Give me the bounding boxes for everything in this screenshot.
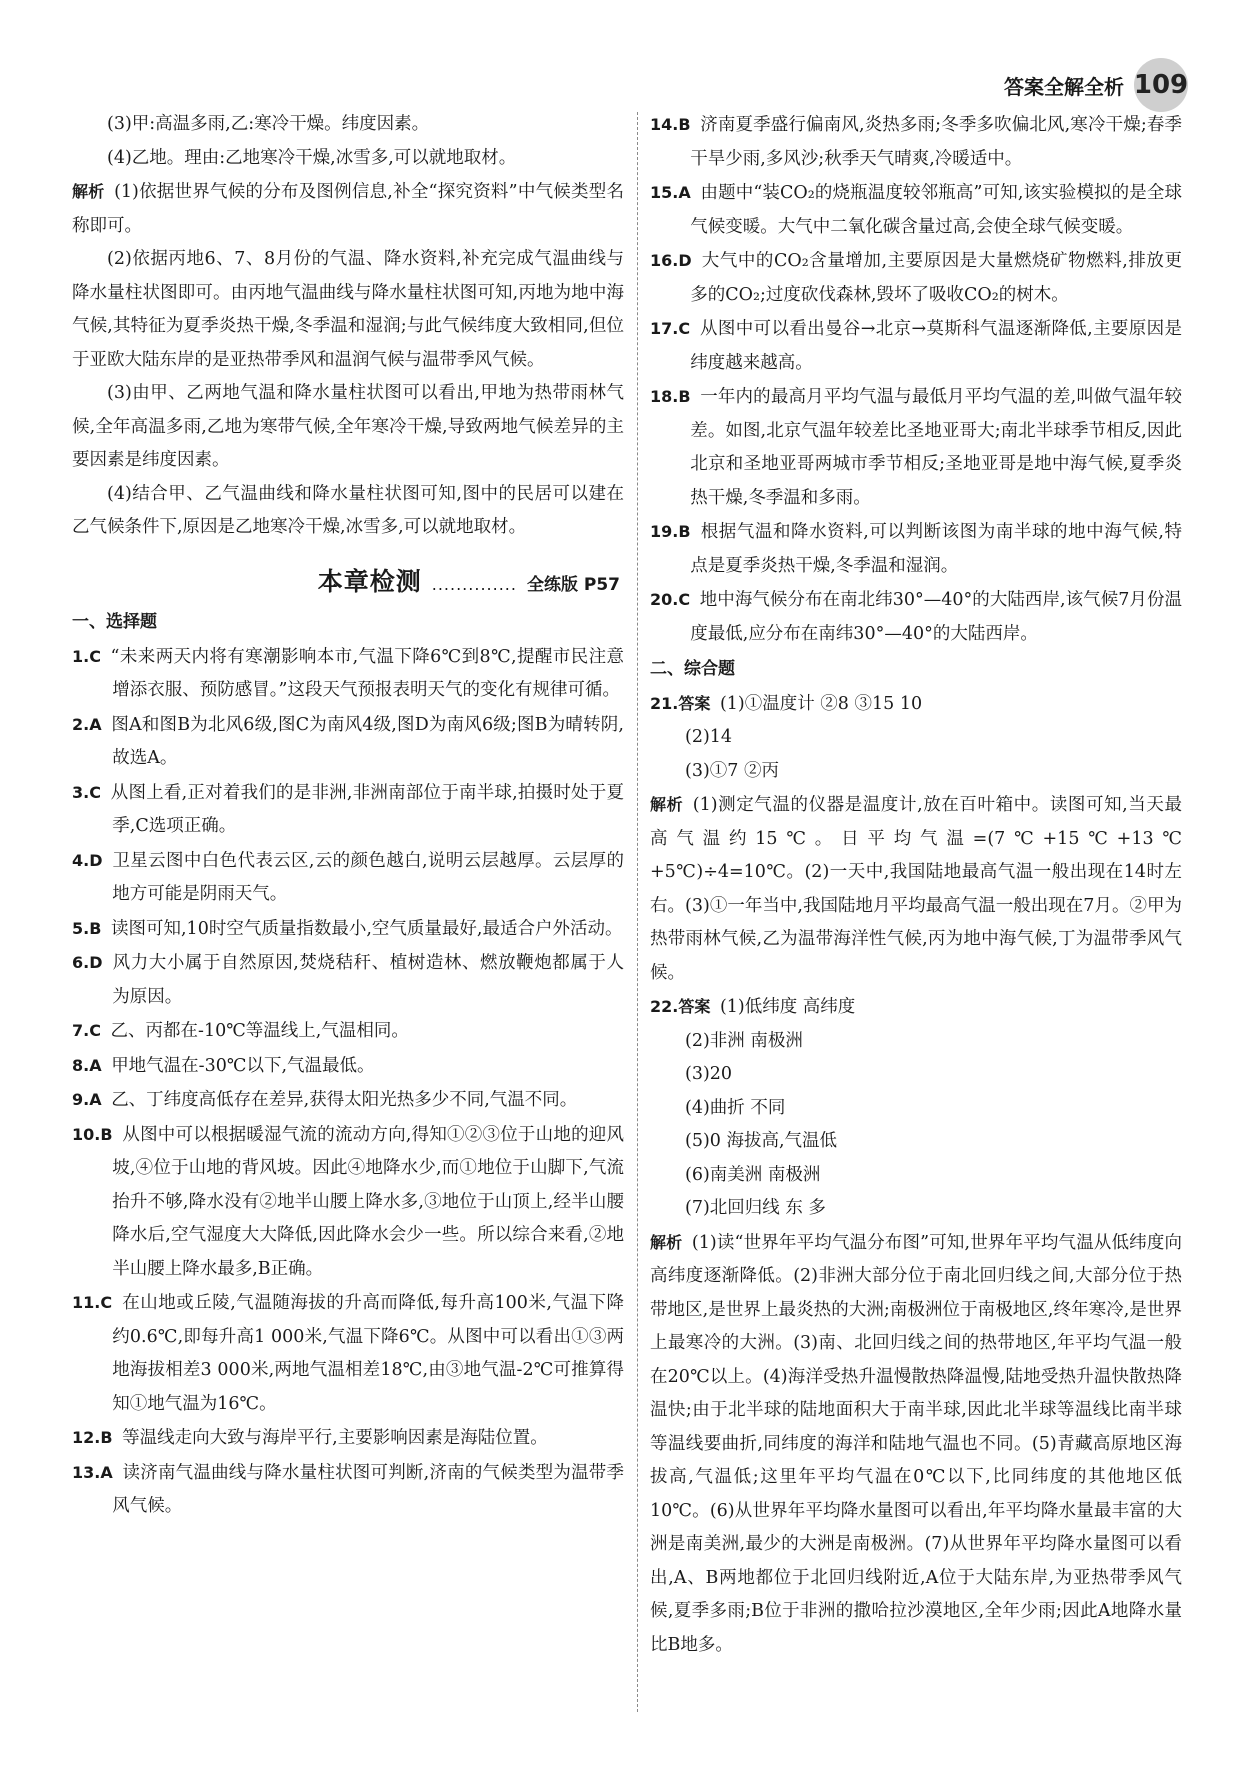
question-label: 7.C	[72, 1021, 101, 1040]
question-label: 22.答案	[650, 997, 711, 1016]
choice-answer-item	[72, 912, 624, 947]
question-label: 15.A	[650, 183, 691, 202]
choice-answers	[72, 640, 624, 1524]
answer-line: 21.答案 (1)①温度计 ②8 ③15 10	[650, 693, 923, 714]
answer-text: 读图可知,10时空气质量指数最小,空气质量最好,最适合户外活动。	[111, 918, 623, 939]
answer-text: 卫星云图中白色代表云区,云的颜色越白,说明云层越厚。云层厚的地方可能是阴雨天气。	[112, 850, 624, 904]
answer-line: (2)14	[685, 727, 733, 747]
answer-line: (3)20	[685, 1064, 733, 1084]
question-label: 3.C	[72, 782, 101, 802]
answer-text: 大气中的CO₂含量增加,主要原因是大量燃烧矿物燃料,排放更多的CO₂;过度砍伐森林,毁坏了吸收CO₂的树木。	[690, 251, 1182, 305]
choice-answer-item	[72, 1421, 624, 1456]
question-label: 19.B	[650, 522, 691, 541]
answer-text: 济南夏季盛行偏南风,炎热多雨;冬季多吹偏北风,寒冷干燥;春季干旱少雨,多风沙;秋季天气晴爽,冷暖适中。	[690, 115, 1182, 169]
question-label: 14.B	[650, 115, 691, 134]
choice-answer-item	[650, 108, 1182, 176]
answer-text: 地中海气候分布在南北纬30°—40°的大陆西岸,该气候7月份温度最低,应分布在南纬30°—40°的大陆西岸。	[690, 590, 1182, 644]
question-label: 13.A	[72, 1462, 113, 1482]
choice-answer-item	[650, 583, 1182, 651]
question-label: 6.D	[72, 953, 103, 972]
analysis-paragraph: 解析 (1)读“世界年平均气温分布图”可知,世界年平均气温从低纬度向高纬度逐渐降低。(2)非洲大部分位于南北回归线之间,大部分位于热带地区,是世界上最炎热的大洲;南极洲位于南极地区,终年寒冷,是世界上最寒冷的大洲。(3)南、北回归线之间的热带地区,年平均气温一般在20℃以上。(4)海洋受热升温慢散热降温慢,陆地受热升温快散热降温快;由于北半球的陆地面积大于南半球,因此北半球等温线比南半球等温线要曲折,同纬度的海洋和陆地气温也不同。(5)青藏高原地区海拔高,气温低;这里年平均气温在0℃以下,比同纬度的其他地区低10℃。(6)从世界年平均降水量图可以看出,年平均降水量最丰富的大洲是南美洲,最少的大洲是南极洲。(7)从世界年平均降水量图可以看出,A、B两地都位于北回归线附近,A位于大陆东岸,为亚热带季风气候,夏季多雨;B位于非洲的撒哈拉沙漠地区,全年少雨;因此A地降水量比B地多。	[650, 1232, 1182, 1655]
choice-answer-item	[72, 1286, 624, 1421]
answer-text: 读济南气温曲线与降水量柱状图可判断,济南的气候类型为温带季风气候。	[112, 1462, 624, 1516]
question-label: 17.C	[650, 319, 691, 338]
choice-answer-item	[72, 844, 624, 912]
answer-line: (2)非洲 南极洲	[685, 1030, 803, 1051]
page-number: 109	[1134, 58, 1188, 112]
analysis-paragraph: (3)由甲、乙两地气温和降水量柱状图可以看出,甲地为热带雨林气候,全年高温多雨,乙地为寒带气候,全年寒冷干燥,导致两地气候差异的主要因素是纬度因素。	[72, 383, 624, 470]
answer-line: (3)①7 ②丙	[685, 760, 779, 781]
section-heading: 二、综合题	[650, 659, 735, 679]
analysis-label: 解析	[72, 182, 105, 201]
left-column	[72, 108, 624, 1524]
answer-text: 甲地气温在-30℃以下,气温最低。	[111, 1055, 375, 1076]
choice-answer-item	[72, 640, 624, 708]
question-label: 1.C	[72, 646, 101, 666]
column-divider	[637, 112, 638, 1712]
question-label: 10.B	[72, 1124, 113, 1144]
answer-line: (4)乙地。理由:乙地寒冷干燥,冰雪多,可以就地取材。	[107, 147, 517, 168]
answer-text: 在山地或丘陵,气温随海拔的升高而降低,每升高100米,气温下降约0.6℃,即每升高1 000米,气温下降6℃。从图中可以看出①③两地海拔相差3 000米,两地气温相差18℃,由③地气温-2℃可推算得知①地气温为16℃。	[112, 1293, 624, 1414]
question-label: 5.B	[72, 918, 102, 938]
answer-line: (3)甲:高温多雨,乙:寒冷干燥。纬度因素。	[107, 114, 430, 134]
chapter-reference: 全练版 P57	[526, 574, 620, 595]
choice-answer-item	[650, 176, 1182, 244]
answer-text: 由题中“装CO₂的烧瓶温度较邻瓶高”可知,该实验模拟的是全球气候变暖。大气中二氧化碳含量过高,会使全球气候变暖。	[690, 183, 1182, 237]
choice-answer-item	[650, 312, 1182, 380]
question-label: 8.A	[72, 1055, 102, 1075]
choice-answer-item	[72, 1118, 624, 1287]
chapter-heading	[72, 565, 624, 603]
header-title: 答案全解全析	[1004, 74, 1124, 99]
answer-text: 一年内的最高月平均气温与最低月平均气温的差,叫做气温年较差。如图,北京气温年较差比圣地亚哥大;南北半球季节相反,因此北京和圣地亚哥两城市季节相反;圣地亚哥是地中海气候,夏季炎热干燥,冬季温和多雨。	[690, 387, 1182, 508]
choice-answer-item	[650, 244, 1182, 312]
chapter-title: 本章检测	[317, 566, 422, 596]
answer-text: 从图中可以根据暖湿气流的流动方向,得知①②③位于山地的迎风坡,④位于山地的背风坡。因此④地降水少,而①地位于山脚下,气流抬升不够,降水没有②地半山腰上降水多,③地位于山顶上,经半山腰降水后,空气湿度大大降低,因此降水会少一些。所以综合来看,②地半山腰上降水最多,B正确。	[112, 1124, 624, 1279]
choice-answer-item	[72, 1014, 624, 1049]
choice-answer-item	[72, 776, 624, 844]
answer-text: “未来两天内将有寒潮影响本市,气温下降6℃到8℃,提醒市民注意增添衣服、预防感冒。”这段天气预报表明天气的变化有规律可循。	[110, 646, 624, 700]
question-label: 2.A	[72, 714, 102, 734]
choice-answer-item	[650, 515, 1182, 583]
question-label: 16.D	[650, 251, 692, 270]
analysis-paragraph: (2)依据丙地6、7、8月份的气温、降水资料,补充完成气温曲线与降水量柱状图即可。由丙地气温曲线与降水量柱状图可知,丙地为地中海气候,其特征为夏季炎热干燥,冬季温和湿润;与此气候纬度大致相同,但位于亚欧大陆东岸的是亚热带季风和温润气候与温带季风气候。	[72, 249, 624, 370]
answer-line: (5)0 海拔高,气温低	[685, 1131, 838, 1151]
choice-answer-item	[72, 708, 624, 776]
answer-text: 风力大小属于自然原因,焚烧秸秆、植树造林、燃放鞭炮都属于人为原因。	[112, 953, 624, 1007]
choice-answer-item	[72, 946, 624, 1014]
answer-line: 22.答案 (1)低纬度 高纬度	[650, 997, 856, 1017]
answer-line: (4)曲折 不同	[685, 1097, 786, 1118]
analysis-paragraph: 解析 (1)依据世界气候的分布及图例信息,补全“探究资料”中气候类型名称即可。	[72, 182, 624, 236]
question-label: 11.C	[72, 1293, 113, 1312]
answer-text: 根据气温和降水资料,可以判断该图为南半球的地中海气候,特点是夏季炎热干燥,冬季温和湿润。	[690, 522, 1182, 576]
analysis-paragraph: 解析 (1)测定气温的仪器是温度计,放在百叶箱中。读图可知,当天最高气温约15℃。日平均气温=(7℃+15℃+13℃+5℃)÷4=10℃。(2)一天中,我国陆地最高气温一般出现在14时左右。(3)①一年当中,我国陆地月平均最高气温一般出现在7月。②甲为热带雨林气候,乙为温带海洋性气候,丙为地中海气候,丁为温带季风气候。	[650, 795, 1182, 983]
answer-line: (7)北回归线 东 多	[685, 1198, 826, 1218]
choice-answers	[650, 108, 1182, 651]
question-label: 20.C	[650, 590, 691, 609]
chapter-leader: ..............	[431, 574, 517, 594]
answer-line: (6)南美洲 南极洲	[685, 1164, 821, 1185]
choice-answer-item	[72, 1456, 624, 1524]
answer-text: 乙、丁纬度高低存在差异,获得太阳光热多少不同,气温不同。	[111, 1090, 578, 1110]
choice-answer-item	[72, 1083, 624, 1118]
page-header	[1004, 58, 1188, 112]
analysis-label: 解析	[650, 795, 684, 814]
analysis-paragraph: (4)结合甲、乙气温曲线和降水量柱状图可知,图中的民居可以建在乙气候条件下,原因是乙地寒冷干燥,冰雪多,可以就地取材。	[72, 483, 624, 537]
question-label: 18.B	[650, 387, 691, 406]
question-label: 9.A	[72, 1090, 102, 1109]
answer-text: 等温线走向大致与海岸平行,主要影响因素是海陆位置。	[122, 1428, 548, 1448]
question-label: 12.B	[72, 1428, 113, 1447]
section-heading: 一、选择题	[72, 612, 157, 632]
answer-text: 图A和图B为北风6级,图C为南风4级,图D为南风6级;图B为晴转阴,故选A。	[111, 714, 624, 768]
answer-text: 从图上看,正对着我们的是非洲,非洲南部位于南半球,拍摄时处于夏季,C选项正确。	[110, 782, 624, 836]
question-label: 4.D	[72, 850, 103, 870]
analysis-label: 解析	[650, 1232, 683, 1252]
question-label: 21.答案	[650, 693, 711, 713]
choice-answer-item	[650, 380, 1182, 515]
right-column	[650, 108, 1182, 1662]
answer-text: 乙、丙都在-10℃等温线上,气温相同。	[110, 1021, 409, 1041]
answer-text: 从图中可以看出曼谷→北京→莫斯科气温逐渐降低,主要原因是纬度越来越高。	[690, 319, 1182, 373]
choice-answer-item	[72, 1049, 624, 1084]
